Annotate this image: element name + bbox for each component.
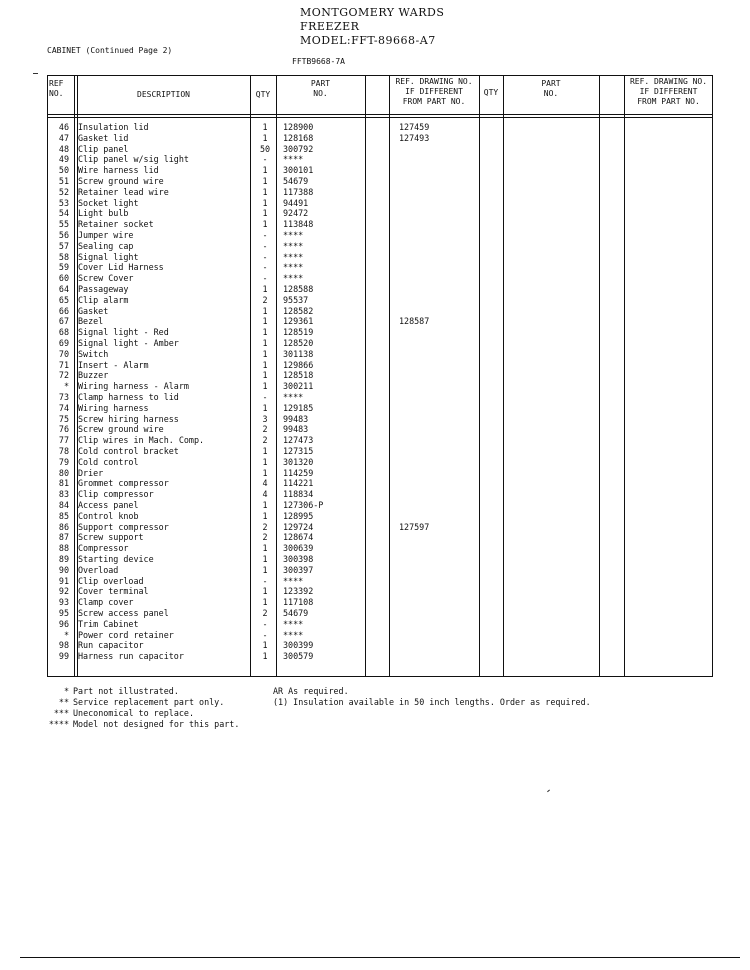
- ref-cell: 71: [58, 359, 69, 370]
- description-cell: Clip panel w/sig light: [78, 154, 189, 165]
- ref-drawing-cell: 127597: [399, 521, 430, 532]
- ref-cell: 99: [58, 651, 69, 662]
- table-row: [47, 381, 713, 392]
- part-number-cell: 129724: [283, 521, 314, 532]
- legend-notes: [47, 686, 239, 730]
- note-line: ** Service replacement part only.: [58, 697, 225, 707]
- note-line: AR As required.: [273, 686, 349, 696]
- table-row: [47, 349, 713, 360]
- qty-cell: -: [262, 262, 268, 273]
- qty-cell: 4: [262, 489, 268, 500]
- ref-drawing-cell: 127459: [399, 122, 430, 132]
- part-number-cell: 128588: [283, 284, 314, 294]
- table-row: [47, 597, 713, 608]
- description-cell: Power cord retainer: [78, 629, 174, 640]
- description-cell: Screw ground wire: [78, 424, 164, 435]
- part-number-cell: 128582: [283, 305, 314, 316]
- part-number-cell: 129361: [283, 316, 314, 327]
- part-number-cell: 300579: [283, 651, 314, 662]
- part-number-cell: 117108: [283, 597, 314, 608]
- qty-cell: -: [262, 230, 268, 240]
- description-cell: Socket light: [78, 197, 139, 208]
- ref-cell: 64: [58, 284, 69, 294]
- description-cell: Insert - Alarm: [78, 359, 149, 370]
- table-row: [47, 122, 713, 133]
- table-row: [47, 532, 713, 543]
- note-line: (1) Insulation available in 50 inch lengths. Order as required.: [273, 697, 591, 707]
- ref-cell: 78: [58, 446, 69, 456]
- description-cell: Retainer lead wire: [78, 186, 169, 197]
- part-number-cell: 300792: [283, 143, 314, 154]
- qty-cell: 1: [262, 640, 268, 651]
- table-row: [47, 187, 713, 198]
- description-cell: Clamp cover: [78, 597, 134, 608]
- description-cell: Clip wires in Mach. Comp.: [78, 435, 205, 446]
- part-number-cell: 127473: [283, 435, 314, 446]
- ref-cell: 96: [58, 618, 69, 629]
- ref-cell: 73: [58, 392, 69, 402]
- note-line: *** Uneconomical to replace.: [53, 708, 195, 718]
- description-cell: Cover terminal: [78, 586, 149, 597]
- table-row: [47, 565, 713, 576]
- table-row: [47, 468, 713, 479]
- section-label: CABINET (Continued Page 2): [47, 46, 173, 55]
- th-ref: REF NO.: [49, 79, 64, 98]
- note-line: * Part not illustrated.: [63, 686, 179, 696]
- qty-cell: -: [262, 273, 268, 284]
- part-number-cell: 114259: [283, 467, 314, 478]
- part-number-cell: 300211: [283, 381, 314, 392]
- part-number-cell: ****: [283, 629, 304, 640]
- description-cell: Starting device: [78, 554, 154, 564]
- description-cell: Run capacitor: [78, 640, 144, 651]
- description-cell: Retainer socket: [78, 219, 154, 230]
- qty-cell: 2: [262, 294, 268, 305]
- qty-cell: 2: [262, 435, 268, 446]
- ref-cell: 75: [58, 413, 69, 424]
- ref-cell: 56: [58, 230, 69, 240]
- part-number-cell: ****: [283, 262, 304, 273]
- part-number-cell: 127315: [283, 446, 314, 456]
- description-cell: Cold control bracket: [78, 446, 179, 456]
- description-cell: Buzzer: [78, 370, 109, 381]
- qty-cell: 1: [262, 402, 268, 413]
- description-cell: Clamp harness to lid: [78, 392, 179, 402]
- description-cell: Access panel: [78, 500, 139, 510]
- part-number-cell: 92472: [283, 208, 309, 219]
- th-description: DESCRIPTION: [137, 90, 190, 99]
- table-row: [47, 360, 713, 371]
- table-row: [47, 446, 713, 457]
- qty-cell: 2: [262, 532, 268, 543]
- description-cell: Trim Cabinet: [78, 618, 139, 629]
- th-part: PART NO.: [310, 79, 331, 98]
- table-row: [47, 554, 713, 565]
- document-header: [300, 6, 444, 48]
- qty-cell: 1: [262, 327, 268, 338]
- part-number-cell: 300101: [283, 165, 314, 176]
- ref-cell: 86: [58, 521, 69, 532]
- table-row: [47, 327, 713, 338]
- ref-cell: 84: [58, 500, 69, 510]
- part-number-cell: 127306-P: [283, 500, 324, 510]
- ref-drawing-cell: 128587: [399, 316, 430, 327]
- table-row: [47, 306, 713, 317]
- part-number-cell: 129185: [283, 402, 314, 413]
- qty-cell: -: [262, 575, 268, 586]
- note-line: **** Model not designed for this part.: [48, 719, 240, 729]
- description-cell: Cover Lid Harness: [78, 262, 164, 273]
- ref-cell: 89: [58, 554, 69, 564]
- description-cell: Signal light - Red: [78, 327, 169, 338]
- ref-cell: 53: [58, 197, 69, 208]
- header-brand: MONTGOMERY WARDS: [300, 6, 445, 19]
- description-cell: Screw Cover: [78, 273, 134, 284]
- qty-cell: 1: [262, 500, 268, 510]
- part-number-cell: 99483: [283, 424, 309, 435]
- table-row: [47, 284, 713, 295]
- ref-cell: 47: [58, 132, 69, 143]
- qty-cell: 1: [262, 564, 268, 575]
- part-number-cell: 118834: [283, 489, 314, 500]
- qty-cell: 4: [262, 478, 268, 489]
- table-row: [47, 392, 713, 403]
- qty-cell: 1: [262, 284, 268, 294]
- ref-cell: 76: [58, 424, 69, 435]
- description-cell: Gasket: [78, 305, 109, 316]
- qty-cell: -: [262, 154, 268, 165]
- th-ref-drawing-2: REF. DRAWING NO. IF DIFFERENT FROM PART NO.: [629, 77, 708, 106]
- ref-cell: 80: [58, 467, 69, 478]
- model-code: FFTB9668-7A: [292, 57, 345, 66]
- ref-cell: 95: [58, 608, 69, 618]
- ref-cell: 67: [58, 316, 69, 327]
- ref-cell: 91: [58, 575, 69, 586]
- ref-cell: 88: [58, 543, 69, 554]
- description-cell: Passageway: [78, 284, 129, 294]
- table-row: [47, 500, 713, 511]
- description-cell: Jumper wire: [78, 230, 134, 240]
- ref-cell: 74: [58, 402, 69, 413]
- part-number-cell: 128520: [283, 338, 314, 348]
- part-number-cell: 123392: [283, 586, 314, 597]
- qty-cell: 1: [262, 316, 268, 327]
- qty-cell: -: [262, 629, 268, 640]
- description-cell: Signal light - Amber: [78, 338, 179, 348]
- part-number-cell: 300399: [283, 640, 314, 651]
- footnotes: [273, 686, 591, 708]
- stray-mark: [547, 790, 552, 795]
- ref-cell: 50: [58, 165, 69, 176]
- table-row: [47, 198, 713, 209]
- ref-cell: *: [63, 381, 69, 392]
- ref-cell: 98: [58, 640, 69, 651]
- description-cell: Sealing cap: [78, 240, 134, 251]
- table-row: [47, 241, 713, 252]
- description-cell: Light bulb: [78, 208, 129, 219]
- qty-cell: 1: [262, 651, 268, 662]
- qty-cell: 1: [262, 359, 268, 370]
- qty-cell: 1: [262, 186, 268, 197]
- part-number-cell: 128995: [283, 510, 314, 521]
- description-cell: Screw support: [78, 532, 144, 543]
- description-cell: Wiring harness - Alarm: [78, 381, 189, 392]
- qty-cell: 1: [262, 370, 268, 381]
- qty-cell: 1: [262, 165, 268, 176]
- part-number-cell: 114221: [283, 478, 314, 489]
- header-product: FREEZER: [300, 20, 360, 33]
- qty-cell: -: [262, 240, 268, 251]
- ref-cell: 69: [58, 338, 69, 348]
- table-row: [47, 651, 713, 662]
- table-row: [47, 295, 713, 306]
- ref-cell: 90: [58, 564, 69, 575]
- part-number-cell: 301138: [283, 348, 314, 359]
- qty-cell: 2: [262, 424, 268, 435]
- part-number-cell: ****: [283, 251, 304, 262]
- ref-cell: 52: [58, 186, 69, 197]
- ref-cell: 55: [58, 219, 69, 230]
- table-row: [47, 219, 713, 230]
- ref-cell: 48: [58, 143, 69, 154]
- description-cell: Gasket lid: [78, 132, 129, 143]
- table-row: [47, 478, 713, 489]
- part-number-cell: ****: [283, 240, 304, 251]
- ref-cell: 79: [58, 456, 69, 467]
- description-cell: Switch: [78, 348, 109, 359]
- table-row: [47, 176, 713, 187]
- qty-cell: 1: [262, 305, 268, 316]
- table-row: [47, 489, 713, 500]
- table-row: [47, 630, 713, 641]
- table-row: [47, 457, 713, 468]
- description-cell: Overload: [78, 564, 119, 575]
- table-row: [47, 252, 713, 263]
- description-cell: Bezel: [78, 316, 104, 327]
- ref-drawing-cell: 127493: [399, 132, 430, 143]
- ref-cell: 85: [58, 510, 69, 521]
- header-model: MODEL:FFT-89668-A7: [300, 34, 436, 47]
- ref-cell: 59: [58, 262, 69, 273]
- qty-cell: 1: [262, 348, 268, 359]
- part-number-cell: 99483: [283, 413, 309, 424]
- table-row: [47, 230, 713, 241]
- qty-cell: 1: [262, 208, 268, 219]
- part-number-cell: 95537: [283, 294, 309, 305]
- ref-cell: 87: [58, 532, 69, 543]
- ref-cell: 54: [58, 208, 69, 219]
- part-number-cell: ****: [283, 618, 304, 629]
- table-row: [47, 154, 713, 165]
- description-cell: Support compressor: [78, 521, 169, 532]
- part-number-cell: ****: [283, 154, 304, 165]
- table-row: [47, 435, 713, 446]
- part-number-cell: 117388: [283, 186, 314, 197]
- description-cell: Wire harness lid: [78, 165, 159, 176]
- ref-cell: 58: [58, 251, 69, 262]
- qty-cell: 1: [262, 122, 268, 132]
- table-row: [47, 144, 713, 155]
- ref-cell: 81: [58, 478, 69, 489]
- th-ref-drawing: REF. DRAWING NO. IF DIFFERENT FROM PART NO.: [395, 77, 473, 106]
- part-number-cell: ****: [283, 392, 304, 402]
- ref-cell: 49: [58, 154, 69, 165]
- part-number-cell: 300398: [283, 554, 314, 564]
- ref-cell: 92: [58, 586, 69, 597]
- description-cell: Clip panel: [78, 143, 129, 154]
- description-cell: Drier: [78, 467, 104, 478]
- ref-cell: 93: [58, 597, 69, 608]
- qty-cell: 1: [262, 597, 268, 608]
- description-cell: Grommet compressor: [78, 478, 169, 489]
- qty-cell: 1: [262, 219, 268, 230]
- ref-cell: 66: [58, 305, 69, 316]
- table-row: [47, 370, 713, 381]
- qty-cell: 3: [262, 413, 268, 424]
- part-number-cell: ****: [283, 273, 304, 284]
- description-cell: Harness run capacitor: [78, 651, 184, 662]
- description-cell: Insulation lid: [78, 122, 149, 132]
- description-cell: Screw access panel: [78, 608, 169, 618]
- table-row: [47, 522, 713, 533]
- table-row: [47, 338, 713, 349]
- qty-cell: 1: [262, 338, 268, 348]
- description-cell: Cold control: [78, 456, 139, 467]
- qty-cell: 1: [262, 554, 268, 564]
- description-cell: Compressor: [78, 543, 129, 554]
- part-number-cell: 54679: [283, 608, 309, 618]
- qty-cell: 1: [262, 586, 268, 597]
- part-number-cell: 128519: [283, 327, 314, 338]
- part-number-cell: 300397: [283, 564, 314, 575]
- table-row: [47, 511, 713, 522]
- table-row: [47, 424, 713, 435]
- part-number-cell: 113848: [283, 219, 314, 230]
- table-row: [47, 208, 713, 219]
- header-rule: [47, 114, 713, 115]
- part-number-cell: 129866: [283, 359, 314, 370]
- qty-cell: 1: [262, 176, 268, 186]
- qty-cell: -: [262, 392, 268, 402]
- part-number-cell: 128674: [283, 532, 314, 543]
- ref-cell: 68: [58, 327, 69, 338]
- description-cell: Clip overload: [78, 575, 144, 586]
- table-row: [47, 133, 713, 144]
- table-row: [47, 619, 713, 630]
- th-part-2: PART NO.: [541, 79, 561, 98]
- margin-mark: [33, 73, 38, 74]
- th-qty-2: QTY: [483, 88, 499, 97]
- part-number-cell: 128168: [283, 132, 314, 143]
- qty-cell: 1: [262, 510, 268, 521]
- part-number-cell: 301320: [283, 456, 314, 467]
- description-cell: Clip compressor: [78, 489, 154, 500]
- qty-cell: 1: [262, 543, 268, 554]
- table-row: [47, 414, 713, 425]
- part-number-cell: ****: [283, 230, 304, 240]
- description-cell: Screw ground wire: [78, 176, 164, 186]
- parts-table: [47, 75, 713, 678]
- ref-cell: 65: [58, 294, 69, 305]
- part-number-cell: 54679: [283, 176, 309, 186]
- table-row: [47, 543, 713, 554]
- ref-cell: 60: [58, 273, 69, 284]
- description-cell: Clip alarm: [78, 294, 129, 305]
- page-bottom-rule: [20, 957, 740, 958]
- description-cell: Control knob: [78, 510, 139, 521]
- qty-cell: 2: [262, 608, 268, 618]
- qty-cell: 50: [259, 143, 271, 154]
- th-qty: QTY: [255, 90, 271, 99]
- table-row: [47, 165, 713, 176]
- part-number-cell: 128900: [283, 122, 314, 132]
- part-number-cell: ****: [283, 575, 304, 586]
- ref-cell: 46: [58, 122, 69, 132]
- ref-cell: 57: [58, 240, 69, 251]
- part-number-cell: 300639: [283, 543, 314, 554]
- part-number-cell: 128518: [283, 370, 314, 381]
- qty-cell: 1: [262, 467, 268, 478]
- qty-cell: -: [262, 251, 268, 262]
- qty-cell: 2: [262, 521, 268, 532]
- part-number-cell: 94491: [283, 197, 309, 208]
- ref-cell: 77: [58, 435, 69, 446]
- description-cell: Signal light: [78, 251, 139, 262]
- table-row: [47, 403, 713, 414]
- table-row: [47, 640, 713, 651]
- qty-cell: 1: [262, 197, 268, 208]
- qty-cell: 1: [262, 446, 268, 456]
- table-row: [47, 262, 713, 273]
- header-rule: [47, 117, 713, 118]
- table-row: [47, 316, 713, 327]
- ref-cell: *: [63, 629, 69, 640]
- qty-cell: 1: [262, 381, 268, 392]
- table-row: [47, 273, 713, 284]
- description-cell: Screw hiring harness: [78, 413, 179, 424]
- qty-cell: -: [262, 618, 268, 629]
- ref-cell: 70: [58, 348, 69, 359]
- ref-cell: 51: [58, 176, 69, 186]
- table-row: [47, 576, 713, 587]
- table-row: [47, 608, 713, 619]
- ref-cell: 72: [58, 370, 69, 381]
- description-cell: Wiring harness: [78, 402, 149, 413]
- table-row: [47, 586, 713, 597]
- qty-cell: 1: [262, 132, 268, 143]
- qty-cell: 1: [262, 456, 268, 467]
- ref-cell: 83: [58, 489, 69, 500]
